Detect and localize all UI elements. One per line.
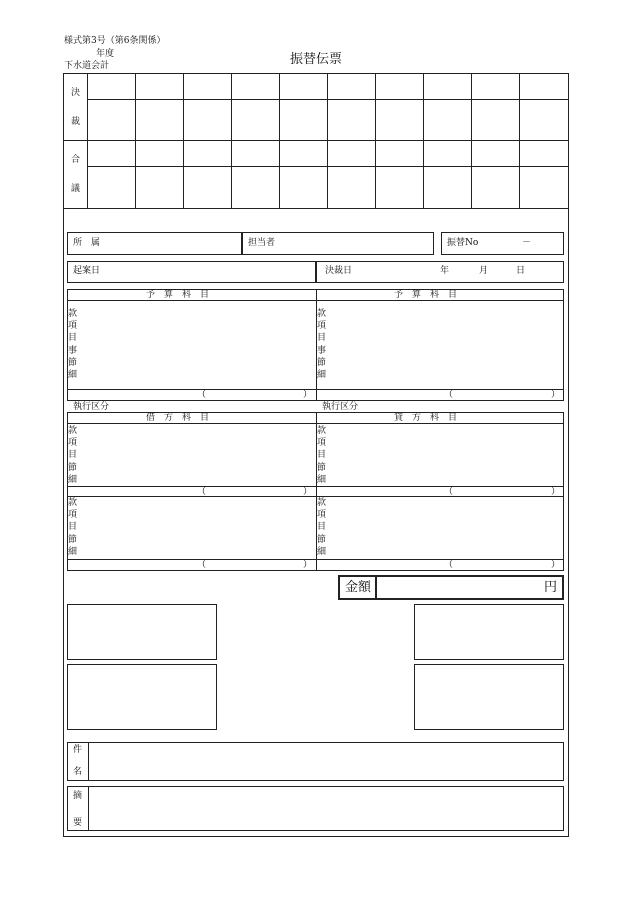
budget-items-left: 款 項 目 事 節 細 (68, 309, 78, 381)
page-title: 振替伝票 (290, 52, 343, 67)
credit-paren-close-2: ） (551, 560, 561, 570)
person-in-charge-label: 担当者 (248, 238, 276, 248)
budget-items-right: 款 項 目 事 節 細 (317, 309, 327, 381)
budget-paren-close-left: ） (303, 390, 313, 400)
summary-label-2: 要 (73, 818, 83, 828)
amount-unit: 円 (544, 580, 558, 595)
budget-header-right: 予 算 科 目 (394, 290, 458, 300)
debit-header: 借 方 科 目 (146, 413, 210, 423)
budget-paren-open-right: （ (444, 390, 454, 400)
month-unit: 月 (479, 266, 489, 276)
credit-items-2: 款 項 目 節 細 (317, 498, 327, 557)
transfer-no-label: 振替No (447, 238, 479, 248)
stamp-box-right-top[interactable] (414, 604, 564, 660)
draft-date-field[interactable] (67, 261, 316, 283)
debit-paren-open-2: （ (197, 560, 207, 570)
credit-items-1: 款 項 目 節 細 (317, 426, 327, 485)
credit-paren-close-1: ） (551, 487, 561, 497)
year-label: 年度 (96, 49, 115, 59)
execution-label-left: 執行区分 (73, 402, 110, 412)
amount-label: 金額 (345, 580, 372, 595)
consult-label-1: 合 (71, 155, 81, 165)
account-name: 下水道会計 (64, 61, 110, 71)
debit-items-2: 款 項 目 節 細 (68, 498, 78, 557)
stamp-box-left-top[interactable] (67, 604, 217, 660)
amount-field[interactable] (338, 575, 564, 600)
budget-header-left: 予 算 科 目 (146, 290, 210, 300)
debit-paren-close-2: ） (303, 560, 313, 570)
decision-label-2: 裁 (71, 117, 81, 127)
day-unit: 日 (516, 266, 526, 276)
subject-label-1: 件 (73, 745, 83, 755)
decision-date-label: 決裁日 (325, 266, 353, 276)
affiliation-label: 所 属 (73, 238, 101, 248)
credit-paren-open-2: （ (444, 560, 454, 570)
stamp-box-right-bottom[interactable] (414, 664, 564, 730)
summary-field[interactable] (67, 786, 564, 831)
subject-field[interactable] (67, 742, 564, 781)
execution-label-right: 執行区分 (322, 402, 359, 412)
stamp-box-left-bottom[interactable] (67, 664, 217, 730)
draft-date-label: 起案日 (73, 266, 101, 276)
budget-paren-close-right: ） (551, 390, 561, 400)
decision-label-1: 決 (71, 88, 81, 98)
credit-header: 貸 方 科 目 (394, 413, 458, 423)
consult-label-2: 議 (71, 184, 81, 194)
credit-paren-open-1: （ (444, 487, 454, 497)
budget-paren-open-left: （ (197, 390, 207, 400)
debit-items-1: 款 項 目 節 細 (68, 426, 78, 485)
subject-label-2: 名 (73, 767, 83, 777)
form-number: 様式第3号（第6条関係） (64, 36, 166, 46)
year-unit: 年 (440, 266, 450, 276)
approval-grid (63, 73, 569, 209)
debit-paren-close-1: ） (303, 487, 313, 497)
debit-paren-open-1: （ (197, 487, 207, 497)
summary-label-1: 摘 (73, 791, 83, 801)
transfer-no-dash: － (522, 238, 532, 248)
